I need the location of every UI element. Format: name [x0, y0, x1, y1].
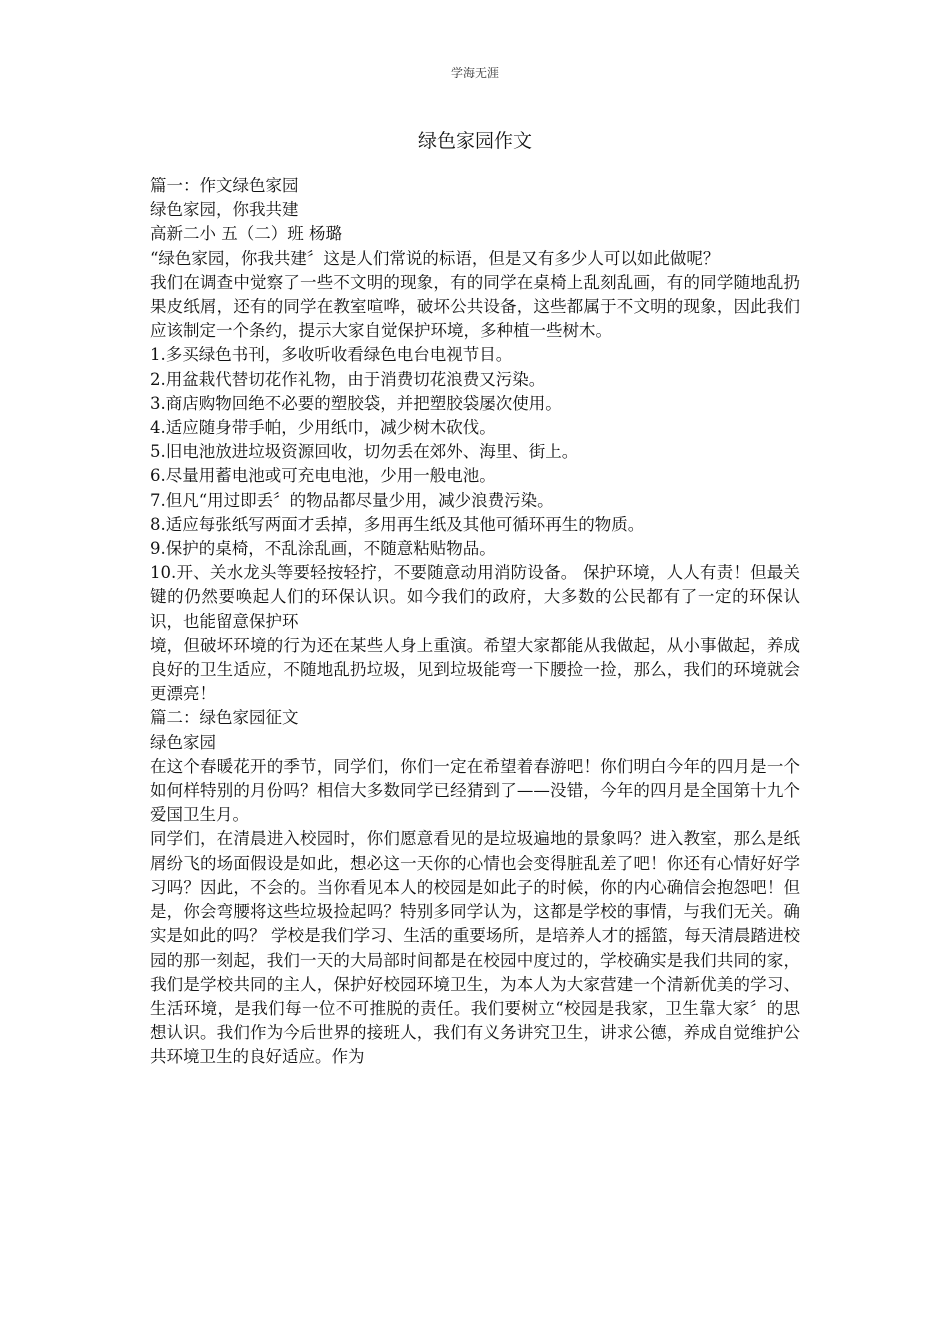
paragraph: 我们在调查中觉察了一些不文明的现象，有的同学在桌椅上乱刻乱画，有的同学随地乱扔果皮纸屑，还有的同学在教室喧哗，破坏公共设备，这些都属于不文明的现象，因此我们应该制定一个条约，提示大家自觉保护环境，多种植一些树木。: [150, 272, 800, 341]
section-heading-1: 篇一：作文绿色家园: [150, 176, 299, 195]
list-item: 5.旧电池放进垃圾资源回收，切勿丢在郊外、海里、街上。: [150, 442, 579, 462]
essay-title-1: 绿色家园，你我共建: [150, 200, 299, 220]
list-item: 7.但凡“用过即丢〞的物品都尽量少用，减少浪费污染。: [150, 490, 554, 510]
list-item: 6.尽量用蓄电池或可充电电池，少用一般电池。: [150, 466, 496, 486]
page-header: 学海无涯: [450, 66, 499, 80]
list-item: 2.用盆栽代替切花作礼物，由于消费切花浪费又污染。: [150, 369, 546, 389]
paragraph: 同学们，在清晨进入校园时，你们愿意看见的是垃圾遍地的景象吗？进入教室，那么是纸屑纷飞的场面假设是如此，想必这一天你的心情也会变得脏乱差了吧！你还有心情好好学习吗？因此，不会的。当你看见本人的校园是如此子的时候，你的内心确信会抱怨吧！但是，你会弯腰将这些垃圾捡起吗？特别多同学认为，这都是学校的事情，与我们无关。确实是如此的吗？ 学校是我们学习、生活的重要场所，是培养人才的摇篮，每天清晨踏进校园的那一刻起，我们一天的大局部时间都是在校园中度过的，学校确实是我们共同的家，我们是学校共同的主人，保护好校园环境卫生，为本人为大家营建一个清新优美的学习、生活环境，是我们每一位不可推脱的责任。我们要树立“校园是我家，卫生靠大家〞的思想认识。我们作为今后世界的接班人，我们有义务讲究卫生，讲求公德，养成自觉维护公共环境卫生的良好适应。作为: [150, 829, 800, 1067]
paragraph: 境，但破坏环境的行为还在某些人身上重演。希望大家都能从我做起，从小事做起，养成良好的卫生适应，不随地乱扔垃圾，见到垃圾能弯一下腰捡一捡，那么，我们的环境就会更漂亮！: [150, 635, 800, 704]
list-item: 8.适应每张纸写两面才丢掉，多用再生纸及其他可循环再生的物质。: [150, 514, 645, 534]
list-item: 1.多买绿色书刊，多收听收看绿色电台电视节目。: [150, 345, 513, 365]
list-item: 3.商店购物回绝不必要的塑胶袋，并把塑胶袋屡次使用。: [150, 393, 562, 413]
paragraph: “绿色家园，你我共建〞这是人们常说的标语，但是又有多少人可以如此做呢？: [150, 248, 720, 268]
list-item: 4.适应随身带手帕，少用纸巾，减少树木砍伐。: [150, 418, 496, 438]
list-item: 10.开、关水龙头等要轻按轻拧，不要随意动用消防设备。 保护环境，人人有责！但最关键的仍然要唤起人们的环保认识。如今我们的政府，大多数的公民都有了一定的环保认识，也能留意保护环: [150, 563, 800, 631]
paragraph: 在这个春暖花开的季节，同学们，你们一定在希望着春游吧！你们明白今年的四月是一个如何样特别的月份吗？相信大多数同学已经猜到了——没错，今年的四月是全国第十九个爱国卫生月。: [150, 756, 800, 825]
author-line: 高新二小 五（二）班 杨璐: [150, 224, 342, 244]
section-heading-2: 篇二：绿色家园征文: [150, 708, 299, 728]
list-item: 9.保护的桌椅，不乱涂乱画，不随意粘贴物品。: [150, 539, 496, 559]
document-body: [150, 174, 800, 1070]
essay-title-2: 绿色家园: [150, 732, 216, 752]
document-title: 绿色家园作文: [417, 130, 532, 152]
